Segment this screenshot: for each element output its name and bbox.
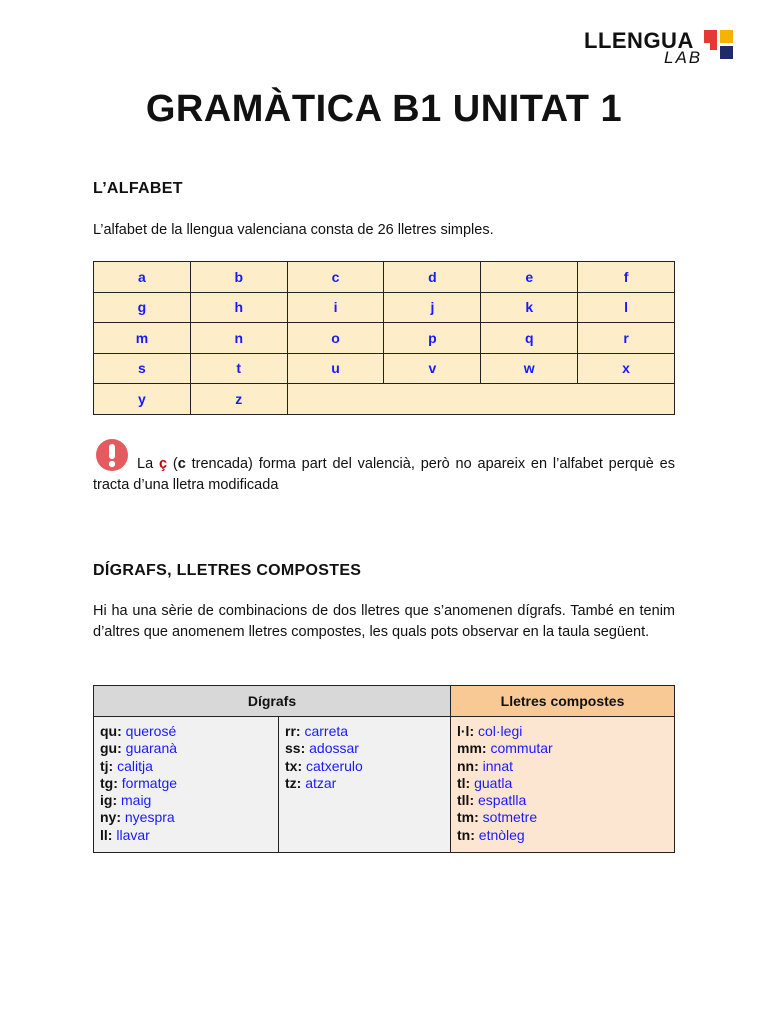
digraf-key: mm: bbox=[457, 740, 487, 757]
digraf-key: gu: bbox=[100, 740, 122, 757]
digraf-example: adossar bbox=[309, 740, 359, 757]
digraf-key: tn: bbox=[457, 826, 475, 843]
digraf-entry bbox=[457, 758, 668, 775]
alphabet-letter: g bbox=[94, 292, 191, 323]
digraf-entry bbox=[457, 792, 668, 809]
digraf-entry bbox=[100, 775, 272, 792]
digraf-example: commutar bbox=[490, 740, 553, 757]
digraf-example: llavar bbox=[116, 826, 150, 843]
logo-brand: LLENGUA bbox=[584, 28, 694, 53]
digraf-key: rr: bbox=[285, 723, 301, 739]
digraf-entry bbox=[100, 758, 272, 775]
digraf-example: espatlla bbox=[478, 792, 527, 809]
alphabet-letter: r bbox=[578, 323, 675, 354]
digraf-key: nn: bbox=[457, 757, 479, 774]
digraf-key: tll: bbox=[457, 792, 475, 809]
alphabet-letter: o bbox=[287, 323, 384, 354]
alphabet-letter: n bbox=[190, 323, 287, 354]
logo-squares-icon bbox=[704, 30, 736, 62]
digrafs-column-1 bbox=[94, 717, 279, 853]
digraf-example: atzar bbox=[305, 774, 337, 791]
header-lletres-compostes: Lletres compostes bbox=[451, 686, 675, 717]
alphabet-letter: c bbox=[287, 262, 384, 293]
digraf-entry bbox=[457, 775, 668, 792]
section-heading-alfabet: L’ALFABET bbox=[93, 180, 183, 197]
digraf-entry bbox=[100, 827, 272, 844]
digraf-entry bbox=[457, 740, 668, 757]
digraf-example: nyespra bbox=[124, 809, 175, 826]
alphabet-letter: x bbox=[578, 353, 675, 384]
digrafs-intro: Hi ha una sèrie de combinacions de dos lletres que s’anomenen dígrafs. També en tenim d’altres que anomenem lletres compostes, les quals pots observar en la taula següent. bbox=[93, 603, 675, 640]
alphabet-letter: e bbox=[481, 262, 578, 293]
digraf-entry bbox=[285, 740, 444, 757]
alphabet-letter: b bbox=[190, 262, 287, 293]
digraf-entry bbox=[100, 809, 272, 826]
digraf-example: formatge bbox=[121, 774, 178, 791]
digraf-entry bbox=[457, 827, 668, 844]
alphabet-letter: a bbox=[94, 262, 191, 293]
alphabet-letter: t bbox=[190, 353, 287, 384]
digraf-entry bbox=[285, 758, 444, 775]
alphabet-letter: l bbox=[578, 292, 675, 323]
digraf-entry bbox=[457, 809, 668, 826]
header-digrafs: Dígrafs bbox=[94, 686, 451, 717]
digraf-key: tm: bbox=[457, 809, 479, 826]
digraf-example: catxerulo bbox=[306, 757, 363, 774]
alphabet-empty-cell bbox=[287, 384, 674, 415]
digraf-example: sotmetre bbox=[482, 809, 538, 826]
digrafs-column-2 bbox=[279, 717, 451, 853]
alphabet-letter: i bbox=[287, 292, 384, 323]
digraf-example: innat bbox=[482, 757, 514, 774]
alphabet-letter: w bbox=[481, 353, 578, 384]
digrafs-table bbox=[93, 685, 675, 853]
digraf-example: calitja bbox=[117, 757, 153, 774]
compostes-column bbox=[451, 717, 675, 853]
digraf-key: tj: bbox=[100, 757, 114, 774]
alphabet-letter: h bbox=[190, 292, 287, 323]
digraf-example: carreta bbox=[304, 723, 349, 739]
digraf-entry bbox=[100, 723, 272, 740]
digraf-key: qu: bbox=[100, 723, 122, 739]
alphabet-letter: s bbox=[94, 353, 191, 384]
page-title: GRAMÀTICA B1 UNITAT 1 bbox=[145, 88, 623, 130]
digraf-entry bbox=[100, 792, 272, 809]
digraf-key: ss: bbox=[285, 740, 306, 757]
digraf-example: guatla bbox=[474, 774, 513, 791]
section-heading-digrafs: DÍGRAFS, LLETRES COMPOSTES bbox=[93, 562, 362, 579]
alfabet-intro: L’alfabet de la llengua valenciana consta de 26 lletres simples. bbox=[93, 222, 494, 238]
digraf-example: guaranà bbox=[125, 740, 178, 757]
digraf-example: maig bbox=[121, 792, 152, 809]
digraf-entry bbox=[100, 740, 272, 757]
alphabet-letter: z bbox=[190, 384, 287, 415]
digraf-example: col·legi bbox=[478, 723, 523, 739]
cedilla-note: La ç (c trencada) forma part del valencià, però no apareix en l’alfabet perquè es tracta d’una lletra modificada bbox=[93, 456, 675, 493]
alphabet-table bbox=[93, 261, 675, 415]
digraf-key: tz: bbox=[285, 774, 302, 791]
logo-sub: LAB bbox=[664, 48, 703, 67]
digraf-key: tg: bbox=[100, 774, 118, 791]
digraf-key: ny: bbox=[100, 809, 121, 826]
alphabet-letter: j bbox=[384, 292, 481, 323]
alphabet-letter: u bbox=[287, 353, 384, 384]
digraf-entry bbox=[285, 775, 444, 792]
alphabet-letter: k bbox=[481, 292, 578, 323]
digraf-example: querosé bbox=[125, 723, 177, 739]
llengua-lab-logo bbox=[584, 28, 744, 72]
digraf-key: ig: bbox=[100, 792, 118, 809]
digraf-key: ll: bbox=[100, 826, 113, 843]
alphabet-letter: p bbox=[384, 323, 481, 354]
alphabet-letter: f bbox=[578, 262, 675, 293]
digraf-key: l·l: bbox=[457, 723, 475, 739]
digraf-entry bbox=[457, 723, 668, 740]
digraf-key: tx: bbox=[285, 757, 303, 774]
alphabet-letter: m bbox=[94, 323, 191, 354]
digraf-entry bbox=[285, 723, 444, 740]
alphabet-letter: q bbox=[481, 323, 578, 354]
digraf-key: tl: bbox=[457, 774, 471, 791]
alphabet-letter: y bbox=[94, 384, 191, 415]
alphabet-letter: v bbox=[384, 353, 481, 384]
alphabet-letter: d bbox=[384, 262, 481, 293]
digraf-example: etnòleg bbox=[478, 826, 525, 843]
